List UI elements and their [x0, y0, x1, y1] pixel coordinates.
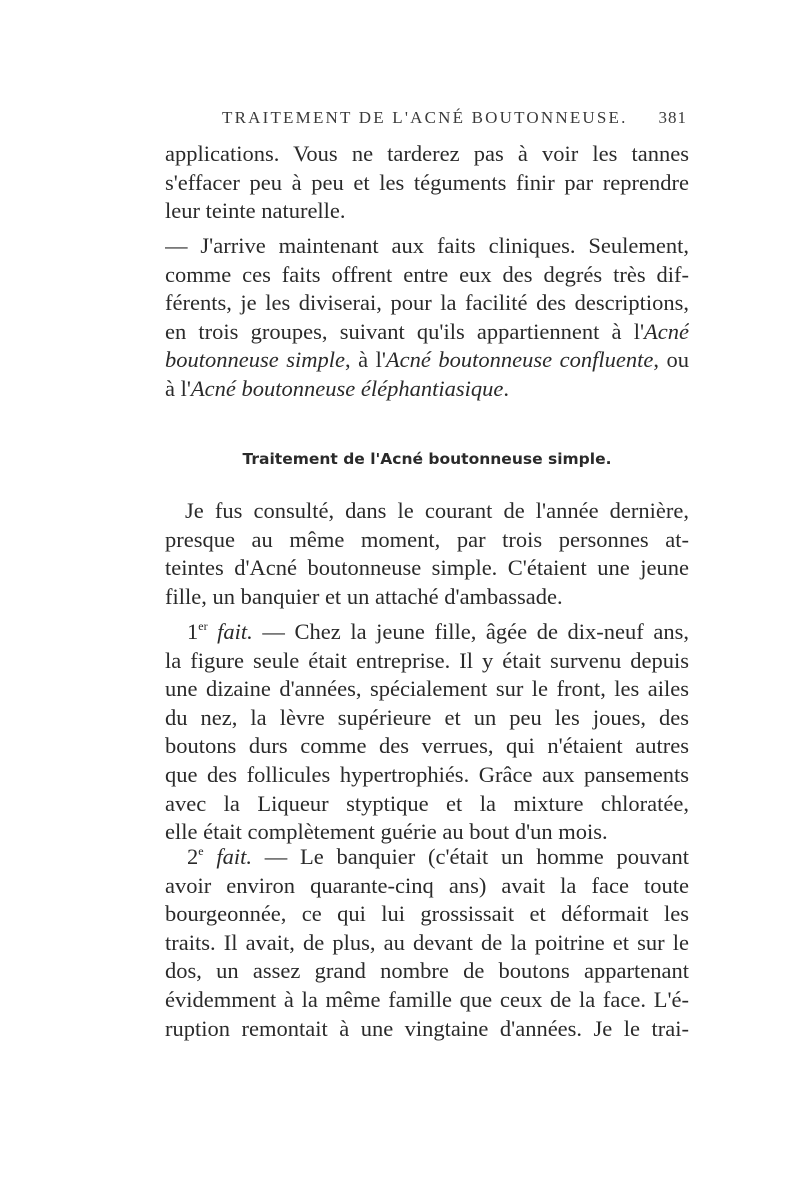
text-line: teintes d'Acné boutonneuse simple. C'étaient une jeune	[165, 555, 689, 581]
italic-term: Acné	[644, 318, 689, 344]
text-line	[165, 318, 689, 347]
running-head	[222, 108, 687, 128]
paragraph-case-2	[165, 843, 689, 1043]
text-line	[165, 346, 689, 375]
text-run: , à l'	[344, 347, 386, 373]
italic-term: Acné boutonneuse confluente	[385, 347, 654, 373]
text-line: avoir environ quarante-cinq ans) avait la face toute	[165, 872, 689, 898]
case-label: fait.	[216, 844, 252, 869]
text-line: dos, un assez grand nombre de boutons appartenant	[165, 958, 689, 984]
case-label: fait.	[217, 619, 253, 644]
text-line: presque au même moment, par trois personnes at-	[165, 526, 689, 552]
paragraph-consultation	[165, 497, 689, 611]
italic-term: boutonneuse simple	[165, 347, 345, 373]
text-line: s'effacer peu à peu et les téguments finir par reprendre	[165, 169, 689, 195]
running-head-title: TRAITEMENT DE L'ACNÉ BOUTONNEUSE.	[222, 108, 628, 127]
section-heading: Traitement de l'Acné boutonneuse simple.	[242, 450, 612, 468]
text-line: la figure seule était entreprise. Il y était survenu depuis	[165, 647, 689, 673]
text-line: — J'arrive maintenant aux faits cliniques. Seulement,	[165, 233, 689, 258]
case-number-superscript: er	[198, 619, 208, 633]
page-number: 381	[658, 108, 687, 127]
text-run: , ou	[653, 347, 689, 373]
text-line: avec la Liqueur styptique et la mixture chloratée,	[165, 790, 689, 816]
text-line: ruption remontait à une vingtaine d'années. Je le trai-	[165, 1015, 689, 1041]
case-number: 1	[187, 619, 199, 644]
text-line: boutons durs comme des verrues, qui n'étaient autres	[165, 733, 689, 759]
text-line: que des follicules hypertrophiés. Grâce aux pansements	[165, 761, 689, 787]
text-run: — Le banquier (c'était un homme pouvant	[251, 844, 689, 869]
text-run: — Chez la jeune fille, âgée de dix-neuf ans,	[252, 619, 689, 644]
italic-term: Acné boutonneuse éléphantiasique	[190, 375, 504, 401]
text-run: en trois groupes, suivant qu'ils appartiennent à l'	[165, 318, 645, 344]
case-number: 2	[187, 844, 199, 869]
text-line	[165, 375, 689, 404]
text-line: une dizaine d'années, spécialement sur le front, les ailes	[165, 676, 689, 702]
text-line	[165, 843, 689, 872]
text-line: Je fus consulté, dans le courant de l'année dernière,	[185, 498, 689, 523]
text-line: férents, je les diviserai, pour la facilité des descriptions,	[165, 290, 689, 316]
text-line: leur teinte naturelle.	[165, 198, 346, 224]
paragraph-continuation	[165, 140, 689, 226]
text-line: fille, un banquier et un attaché d'ambassade.	[165, 583, 563, 609]
text-line: du nez, la lèvre supérieure et un peu les joues, des	[165, 704, 689, 730]
text-line: traits. Il avait, de plus, au devant de la poitrine et sur le	[165, 929, 689, 955]
text-line: évidemment à la même famille que ceux de la face. L'é-	[165, 986, 689, 1012]
text-line: elle était complètement guérie au bout d'un mois.	[165, 819, 608, 845]
text-line: comme ces faits offrent entre eux des degrés très dif-	[165, 261, 689, 287]
case-number-superscript: e	[198, 844, 204, 858]
text-line: bourgeonnée, ce qui lui grossissait et déformait les	[165, 901, 689, 927]
text-line	[165, 618, 689, 647]
text-run: à l'	[165, 375, 191, 401]
text-run: .	[503, 375, 509, 401]
paragraph-case-1	[165, 618, 689, 847]
paragraph-clinical-intro	[165, 232, 689, 404]
text-line: applications. Vous ne tarderez pas à voir les tannes	[165, 141, 689, 166]
